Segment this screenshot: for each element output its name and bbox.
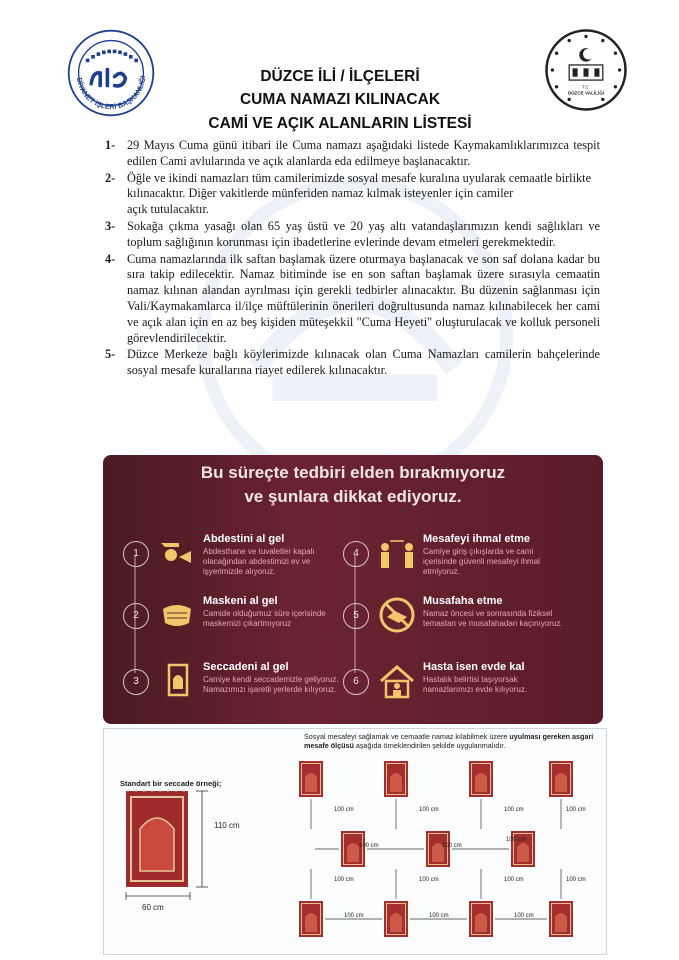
step-ablution xyxy=(123,533,343,603)
diyanet-logo-text: DİYANET İŞLERİ BAŞKANLIĞI xyxy=(74,75,148,112)
step-number: 2 xyxy=(123,603,149,629)
rug-row-1 xyxy=(299,761,573,797)
step-number: 4 xyxy=(343,541,369,567)
list-item-text: Sokağa çıkma yasağı olan 65 yaş üstü ve 20 yaş altı vatandaşlarımızın kendi sağlıkları ve toplum sağlığının korunması için ibadetlerine evlerinde devam etmeleri gerekmektedir. xyxy=(127,218,600,249)
list-item-number: 2- xyxy=(105,170,116,185)
stay-home-icon xyxy=(377,661,417,701)
list-item xyxy=(105,252,600,347)
gap-label: 100 cm xyxy=(442,843,462,849)
right-logo-small-text: T.C. xyxy=(582,84,590,90)
step-title: Mesafeyi ihmal etme xyxy=(423,533,530,545)
list-item xyxy=(105,171,600,218)
page-title-line2: CUMA NAMAZI KILINACAK xyxy=(239,91,441,108)
list-item-number: 3- xyxy=(105,218,116,233)
step-title: Seccadeni al gel xyxy=(203,661,289,673)
step-desc: Namaz öncesi ve sonrasında fiziksel temastan ve musafahadan kaçınıyoruz. xyxy=(423,609,563,628)
gap-label: 100 cm xyxy=(566,877,586,883)
step-title: Musafaha etme xyxy=(423,595,503,607)
step-mask xyxy=(123,595,343,665)
gap-label: 100 cm xyxy=(504,877,524,883)
step-desc: Abdesthane ve tuvaletler kapalı olacağından abdestimizi ev ve işyerimizde alıyoruz. xyxy=(203,547,315,576)
standard-rug xyxy=(122,789,192,889)
step-stay-home xyxy=(343,661,563,724)
gap-label: 100 cm xyxy=(419,807,439,813)
rules-list xyxy=(105,138,600,379)
step-title: Abdestini al gel xyxy=(203,533,285,545)
width-dimension-line xyxy=(124,891,194,901)
gap-label: 100 cm xyxy=(429,913,449,919)
rug-grid xyxy=(289,751,589,951)
gap-label: 100 cm xyxy=(344,913,364,919)
list-item-text: kılınacaktır. Diğer vakitlerde münferiden namaz kılmak isteyenler için camiler xyxy=(127,186,514,201)
step-number: 3 xyxy=(123,669,149,695)
width-label: 60 cm xyxy=(142,903,164,912)
ablution-icon xyxy=(157,533,197,573)
list-item-text: 29 Mayıs Cuma günü itibari ile Cuma namazı aşağıdaki listede Kaymakamlıklarımızca tespit edilen Cami avlularında ve açık alanlarda eda edilmeye başlanacaktır. xyxy=(127,138,600,168)
step-distance xyxy=(343,533,563,603)
no-handshake-icon xyxy=(377,595,417,635)
mask-icon xyxy=(157,595,197,635)
list-item-number: 1- xyxy=(105,138,116,152)
step-title: Hasta isen evde kal xyxy=(423,661,525,673)
step-number: 6 xyxy=(343,669,369,695)
gap-label: 100 cm xyxy=(419,877,439,883)
list-item-number: 4- xyxy=(105,251,116,266)
gap-label: 100 cm xyxy=(566,807,586,813)
duzce-valiligi-logo xyxy=(544,28,628,112)
step-no-handshake xyxy=(343,595,563,665)
spacing-note: Sosyal mesafeyi sağlamak ve cemaatle namaz kılabilmek üzere uyulması gereken asgari mesafe ölçüsü aşağıda örneklendirilen şekilde uygulanmalıdır. xyxy=(304,732,594,750)
list-item-text: Düzce Merkeze bağlı köylerimizde kılınacak olan Cuma Namazları camilerin bahçelerinde sosyal mesafe kurallarına riayet edilerek kılınacaktır. xyxy=(127,347,600,378)
list-item xyxy=(105,138,600,170)
right-logo-text: DÜZCE VALİLİĞİ xyxy=(567,90,605,96)
list-item-number: 5- xyxy=(105,347,116,362)
diyanet-logo xyxy=(66,28,156,118)
distance-icon xyxy=(377,533,417,573)
list-item xyxy=(105,347,600,379)
step-desc: Camiye kendi seccademizle geliyoruz. Namazımızı işaretli yerlerde kılıyoruz. xyxy=(203,675,339,694)
step-number: 5 xyxy=(343,603,369,629)
gap-label: 100 cm xyxy=(506,837,526,843)
step-title: Maskeni al gel xyxy=(203,595,278,607)
list-item-text: Cuma namazlarında ilk saftan başlamak üzere oturmaya başlanacak ve son saf dolana kadar bu sıra takip edilecektir. Namaz bitiminde ise en son saftan başlamak üzere sırasıyla cemaatin namaz kılınan alandan ayrılması için gerekli tedbirler alınacaktır. Bu düzenin sağlanması için Vali/Kaymakamlarca il/ilçe müftülerinin önerileri doğrultusunda namaz kılınabilecek her cami ve açık alan için en az beş kişiden müteşekkil "Cuma Heyeti" oluşturulacak ve kolluk personeli görevlendirilecektir. xyxy=(127,251,600,345)
step-desc: Camide olduğumuz süre içerisinde maskemizi çıkartmıyoruz xyxy=(203,609,326,628)
infographic-title-line1: Bu süreçte tedbiri elden bırakmıyoruz xyxy=(200,463,506,482)
gap-label: 100 cm xyxy=(504,807,524,813)
gap-label: 100 cm xyxy=(514,913,534,919)
list-item-text: Öğle ve ikindi namazları tüm camilerimizde sosyal mesafe kuralına uyularak cemaatle birlikte xyxy=(127,170,592,185)
page-title-line1: DÜZCE İLİ / İLÇELERİ xyxy=(260,68,420,85)
step-number: 1 xyxy=(123,541,149,567)
infographic-title-line2: ve şunlara dikkat ediyoruz. xyxy=(244,487,462,506)
gap-label: 100 cm xyxy=(334,807,354,813)
height-dimension-line xyxy=(192,789,212,889)
gap-label: 100 cm xyxy=(359,843,379,849)
gap-label: 100 cm xyxy=(334,877,354,883)
step-desc: Camiye giriş çıkışlarda ve cami içerisinde güvenli mesafeyi ihmal etmiyoruz. xyxy=(423,547,540,576)
height-label: 110 cm xyxy=(214,821,240,830)
prayer-rug-icon xyxy=(157,661,197,701)
precautions-infographic xyxy=(103,455,603,724)
page-title-line3: CAMİ VE AÇIK ALANLARIN LİSTESİ xyxy=(208,115,472,132)
step-prayer-rug xyxy=(123,661,343,724)
prayer-rug-spacing-diagram xyxy=(103,728,607,955)
list-item-text: açık tutulacaktır. xyxy=(127,202,209,217)
step-desc: Hastalık belirtisi taşıyorsak namazlarımızı evde kılıyoruz. xyxy=(423,675,528,694)
list-item xyxy=(105,219,600,251)
standard-rug-label: Standart bir seccade örneği; xyxy=(120,779,222,788)
